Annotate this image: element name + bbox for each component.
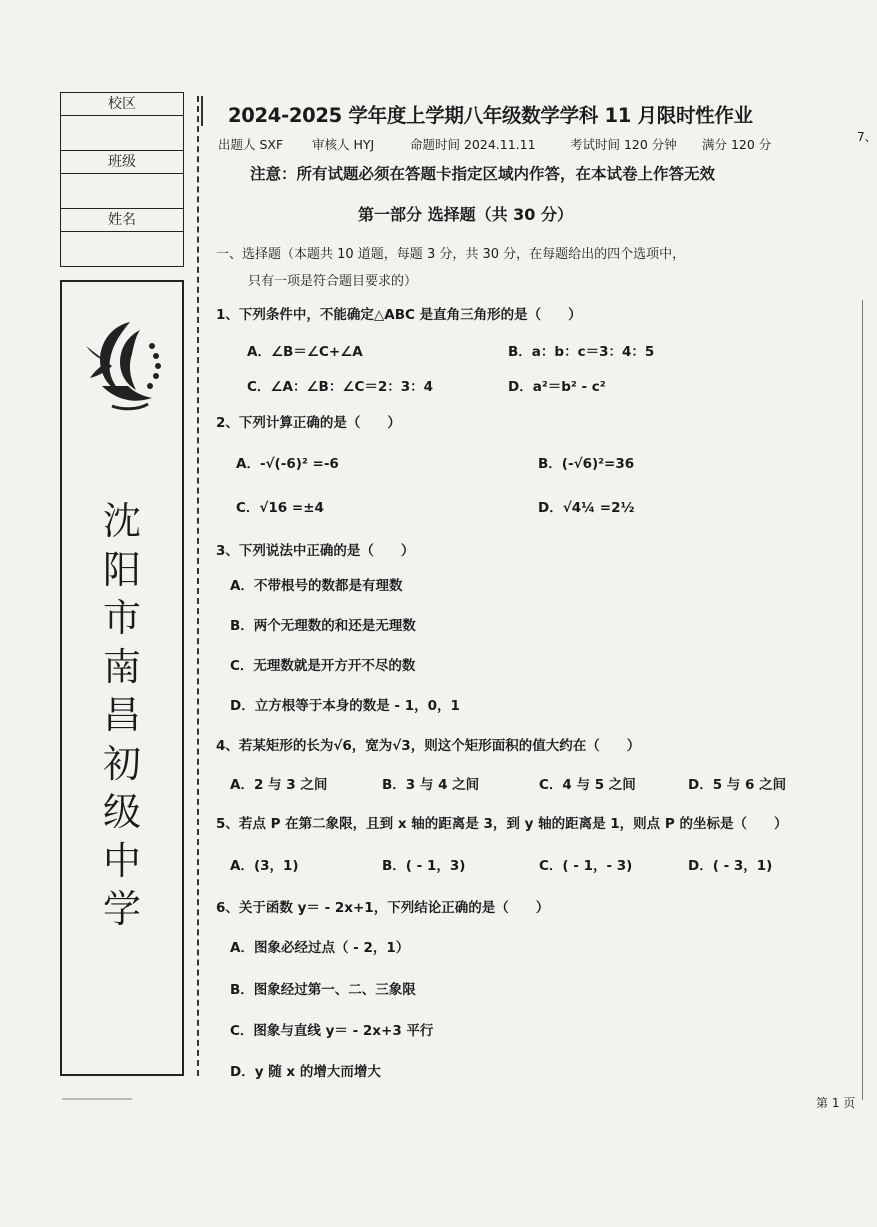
- exam-title: 2024-2025 学年度上学期八年级数学学科 11 月限时性作业: [228, 104, 753, 127]
- q3-option-d: D．立方根等于本身的数是 - 1，0，1: [230, 698, 460, 714]
- school-field[interactable]: [61, 116, 183, 151]
- q4-option-d: D．5 与 6 之间: [688, 777, 787, 793]
- school-label: 校区: [61, 93, 183, 116]
- binding-line-top: [201, 96, 203, 126]
- score: 满分 120 分: [702, 137, 772, 152]
- q5-option-d: D．( - 3，1): [688, 858, 773, 874]
- class-label: 班级: [61, 151, 183, 174]
- q1-option-c: C．∠A：∠B：∠C＝2：3：4: [247, 379, 434, 395]
- q6-option-a: A．图象必经过点（ - 2，1）: [230, 940, 410, 956]
- q6-option-c: C．图象与直线 y＝ - 2x+3 平行: [230, 1023, 434, 1039]
- q5-option-a: A．(3，1): [230, 858, 299, 874]
- q2-option-c: C．√16 =±4: [236, 500, 324, 516]
- question-2: 2、下列计算正确的是（ ）: [216, 415, 401, 431]
- instructions-line2: 只有一项是符合题目要求的）: [248, 274, 418, 289]
- q1-option-d: D．a²＝b² - c²: [508, 379, 606, 395]
- student-info-box: [60, 92, 184, 267]
- school-name: 沈 阳 市 南 昌 初 级 中 学: [102, 499, 141, 931]
- school-logo-icon: [82, 316, 166, 412]
- q6-option-d: D．y 随 x 的增大而增大: [230, 1064, 381, 1080]
- school-panel: [60, 280, 184, 1076]
- q1-option-a: A．∠B＝∠C+∠A: [247, 344, 363, 360]
- binding-line: [197, 96, 199, 1076]
- notice: 注意：所有试题必须在答题卡指定区域内作答，在本试卷上作答无效: [250, 165, 716, 183]
- q2-option-b: B．(-√6)²=36: [538, 456, 635, 472]
- q4-option-c: C．4 与 5 之间: [539, 777, 636, 793]
- side-mark: 7、: [857, 130, 877, 144]
- q4-option-a: A．2 与 3 之间: [230, 777, 328, 793]
- date: 命题时间 2024.11.11: [410, 137, 536, 152]
- duration: 考试时间 120 分钟: [570, 137, 677, 152]
- question-4: 4、若某矩形的长为√6，宽为√3，则这个矩形面积的值大约在（ ）: [216, 738, 641, 754]
- q5-option-c: C．( - 1，- 3): [539, 858, 633, 874]
- name-label: 姓名: [61, 209, 183, 232]
- name-field[interactable]: [61, 232, 183, 266]
- q2-option-d: D．√4¼ =2½: [538, 500, 635, 516]
- question-3: 3、下列说法中正确的是（ ）: [216, 543, 415, 559]
- class-field[interactable]: [61, 174, 183, 209]
- q5-option-b: B．( - 1，3): [382, 858, 466, 874]
- page-number: 第 1 页: [816, 1096, 856, 1110]
- setter: 出题人 SXF: [218, 137, 284, 152]
- q6-option-b: B．图象经过第一、二、三象限: [230, 982, 416, 998]
- question-6: 6、关于函数 y＝ - 2x+1，下列结论正确的是（ ）: [216, 900, 550, 916]
- q2-option-a: A．-√(-6)² =-6: [236, 456, 339, 472]
- instructions-line1: 一、选择题（本题共 10 道题，每题 3 分，共 30 分，在每题给出的四个选项中，: [216, 247, 686, 262]
- scan-mark: [62, 1098, 132, 1100]
- q3-option-b: B．两个无理数的和还是无理数: [230, 618, 416, 634]
- q1-option-b: B．a：b：c＝3：4：5: [508, 344, 655, 360]
- q3-option-a: A．不带根号的数都是有理数: [230, 578, 403, 594]
- reviewer: 审核人 HYJ: [312, 137, 375, 152]
- q4-option-b: B．3 与 4 之间: [382, 777, 480, 793]
- question-5: 5、若点 P 在第二象限，且到 x 轴的距离是 3，到 y 轴的距离是 1，则点 P 的坐标是（ ）: [216, 816, 788, 832]
- q3-option-c: C．无理数就是开方开不尽的数: [230, 658, 416, 674]
- question-1: 1、下列条件中，不能确定△ABC 是直角三角形的是（ ）: [216, 307, 582, 323]
- section-title: 第一部分 选择题（共 30 分）: [358, 205, 573, 224]
- page-edge-divider: [862, 300, 863, 1100]
